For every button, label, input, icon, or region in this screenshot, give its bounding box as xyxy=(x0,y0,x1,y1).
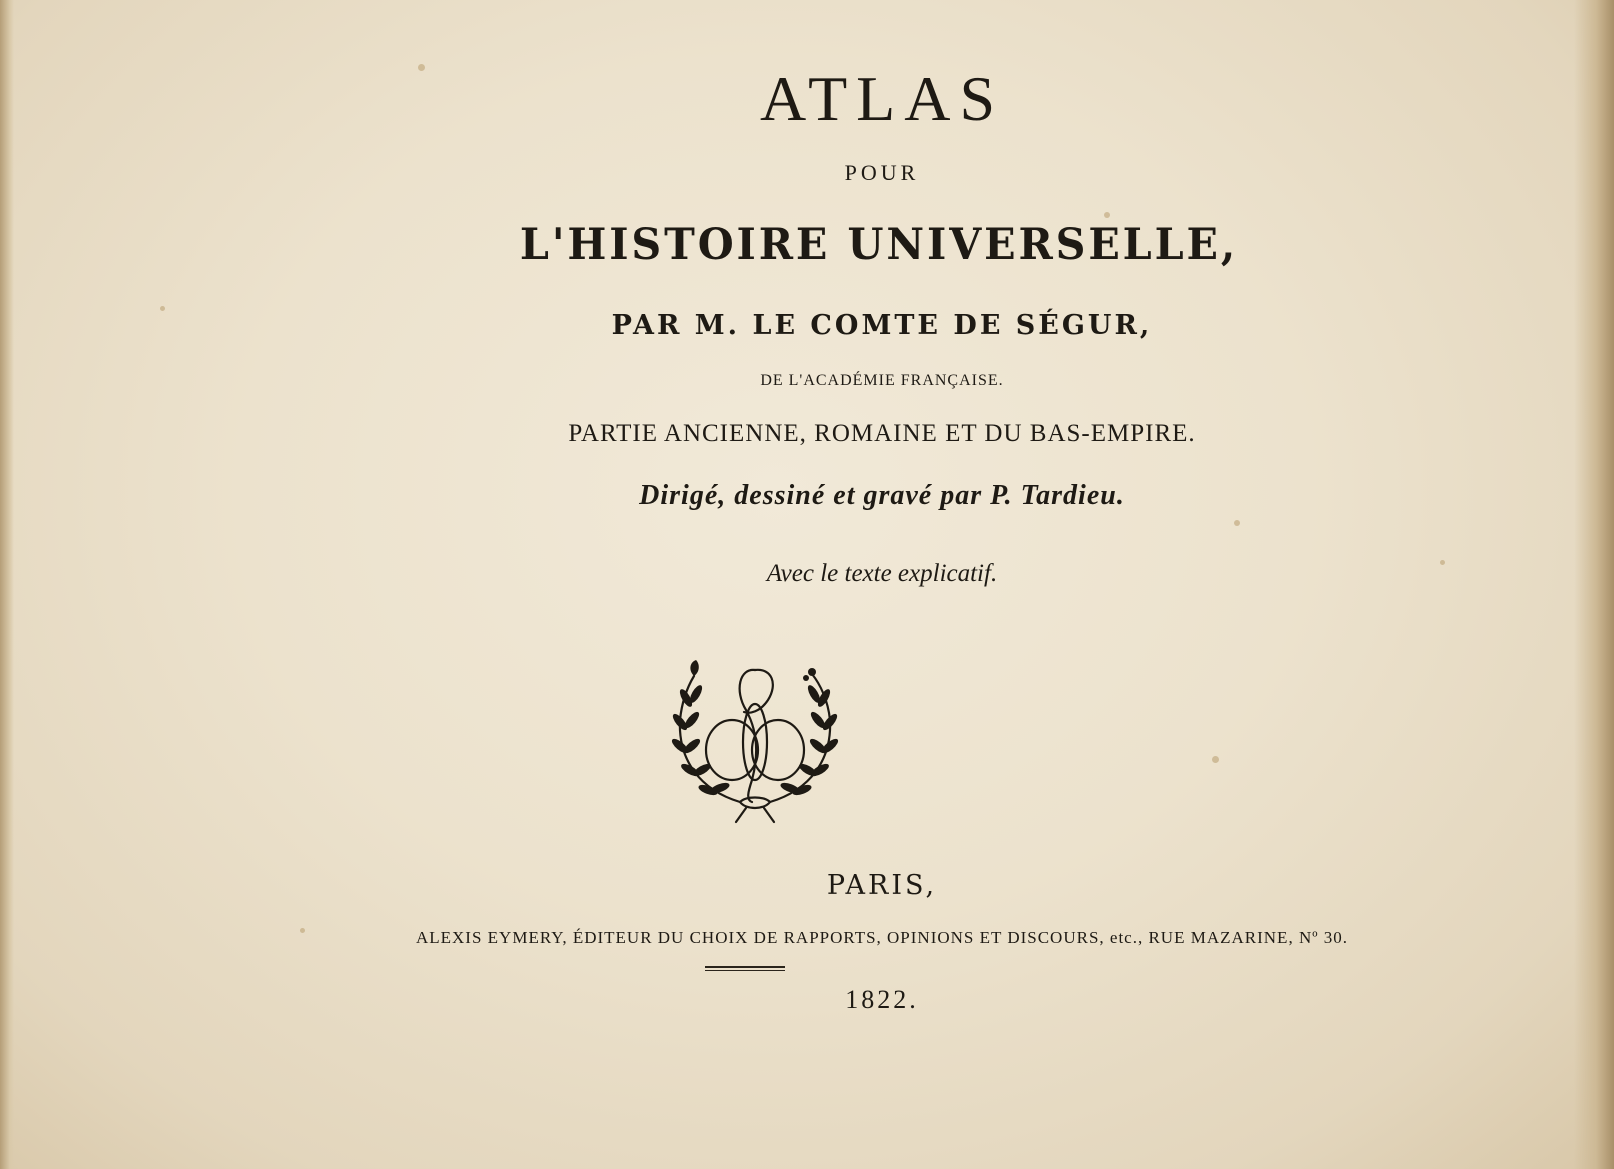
engraver-credit: Dirigé, dessiné et gravé par P. Tardieu. xyxy=(639,480,1125,511)
imprint-rule-thin xyxy=(705,970,785,971)
foxing-spot xyxy=(1104,212,1110,218)
explanatory-note: Avec le texte explicatif. xyxy=(766,560,998,587)
author-line: PAR M. LE COMTE DE SÉGUR, xyxy=(611,310,1153,341)
monogram-wreath-icon xyxy=(660,650,850,830)
imprint-rule xyxy=(705,966,785,968)
volume-part: PARTIE ANCIENNE, ROMAINE ET DU BAS-EMPIRE. xyxy=(568,420,1196,447)
book-subject: L'HISTOIRE UNIVERSELLE, xyxy=(519,220,1239,270)
foxing-spot xyxy=(1234,520,1240,526)
book-title: ATLAS xyxy=(759,63,1005,134)
imprint-city: PARIS, xyxy=(826,870,938,901)
author-affiliation: DE L'ACADÉMIE FRANÇAISE. xyxy=(760,372,1004,389)
imprint-year: 1822. xyxy=(845,985,919,1014)
title-connector: POUR xyxy=(844,160,920,185)
imprint-publisher: ALEXIS EYMERY, ÉDITEUR DU CHOIX DE RAPPORTS, OPINIONS ET DISCOURS, etc., RUE MAZARINE, Nº 30. xyxy=(415,928,1348,947)
foxing-spot xyxy=(1212,756,1219,763)
